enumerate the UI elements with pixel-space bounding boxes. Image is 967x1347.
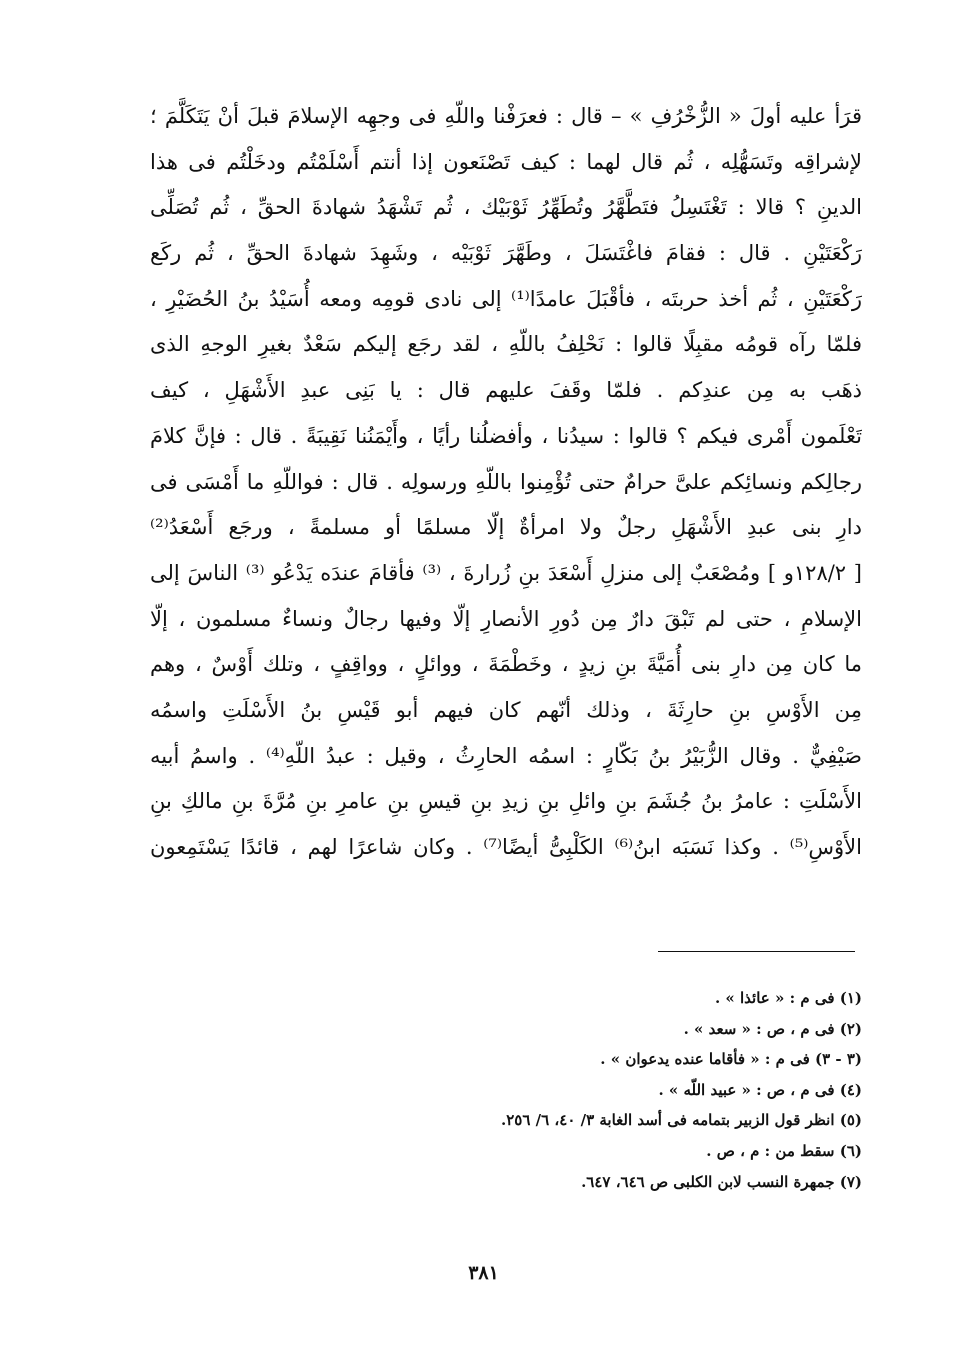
text-line: فلمّا رآه قومُه مقبِلًا قالوا : نَحْلِفُ باللّهِ ، لقد رجَع إليكم سَعْدٌ بغيرِ الوجهِ الذى (150, 332, 862, 357)
text-line: ذهَب به مِن عندِكم . فلمّا وقَفَ عليهم قال : يا بَنِى عبدِ الأَشْهَلِ ، كيف (150, 378, 862, 403)
text-line: الأَوْسِ⁽⁵⁾ . وكذا نَسَبَه ابنُ⁽⁶⁾ الكَلْبِىُّ أيضًا⁽⁷⁾ . وكان شاعرًا لهم ، قائدًا يَسْتَمِعون (150, 835, 862, 859)
text-line: الدينِ ؟ قالا : تَغْتَسِلُ فتَطَّهَّرُ وتُطَهِّرُ ثَوْبَيْك ، ثُم تَشْهَدُ شهادةَ الحقِّ ، ثُم تُصَلِّى (150, 195, 862, 220)
footnote: (٧) جمهرة النسب لابن الكلبى ص ٦٤٦، ٦٤٧. (581, 1172, 862, 1191)
text-line: قرَأ عليه أولَ « الزُّخْرُفِ » – قال : فعرَفْنا واللّهِ فى وجهِه الإسلامَ قبلَ أنْ يَتَكَلَّمَ ؛ (150, 104, 862, 128)
text-line: رَكْعَتَيْنِ . قال : فقامَ فاغْتَسَلَ ، وطَهَّرَ ثَوْبَيْه ، وشَهِدَ شهادةَ الحقِّ ، ثُم ركَع (150, 241, 862, 266)
text-line: [ ١٢٨/٢و ] ومُصْعَبٌ إلى منزلِ أَسْعَدَ بنِ زُرارةَ ، ⁽³⁾ فأقامَ عندَه يَدْعُو ⁽³⁾ الناسَ إلى (150, 560, 862, 585)
text-line: رجالِكم ونسائِكم علىَّ حرامٌ حتى تُؤْمِنوا باللّهِ ورسولِه . قال : فواللّهِ ما أَمْسَى فى (150, 469, 862, 494)
text-line: لإشراقِه وتَسَهُّلِه ، ثُم قال لهما : كيف تَصْنَعون إذا أنتم أَسْلَمْتُم ودخَلْتُم فى هذا (150, 149, 862, 174)
text-line: مِن الأَوْسِ بنِ حارِثَةَ ، وذلك أنّهم كان فيهم أبو قَيْسِ بنُ الأَسْلَتِ واسمُه (150, 697, 862, 722)
page-number: ٣٨١ (468, 1262, 499, 1284)
footnote: (٥) انظر قول الزبير بتمامه فى أسد الغابة ٣/ ٤٠، ٦/ ٢٥٦. (501, 1111, 862, 1130)
footnote: (١) فى م : « عائذا » . (714, 989, 862, 1007)
text-line: الإسلامِ ، حتى لم تَبْقَ دارٌ مِن دُورِ الأنصارِ إلّا وفيها رجالٌ ونساءٌ مسلمون ، إلّا (150, 606, 862, 631)
text-line: رَكْعَتَيْنِ ، ثُم أخذ حربتَه ، فأقْبَلَ عامدًا⁽¹⁾ إلى نادى قومِه ومعه أُسَيْدُ بنُ الحُضَيْرِ ، (150, 286, 862, 311)
text-line: ما كان مِن دارِ بنى أُمَيَّةَ بنِ زيدٍ ، وخَطْمَةَ ، ووائلٍ ، وواقِفٍ ، وتلك أَوْسٌ ، وهم (150, 652, 862, 677)
footnote: (٤) فى م ، ص : « عبيد اللّه » . (658, 1080, 862, 1099)
text-line: تَعْلَمون أَمْرى فيكم ؟ قالوا : سيدُنا ، وأفضلُنا رأيًا ، وأَيْمَنُنا نَقِيبَةً . قال : فإنَّ كلامَ (150, 423, 862, 448)
text-line: الأَسْلَتِ : عامرُ بنُ جُشَمَ بنِ وائلِ بنِ زيدِ بنِ قيسِ بنِ عامرِ بنِ مُرَّةَ بنِ مالكِ بنِ (150, 789, 862, 814)
text-line: دارِ بنى عبدِ الأَشْهَلِ رجلٌ ولا امرأةٌ إلّا مسلمًا أو مسلمةً ، ورجَع أَسْعَدُ⁽²⁾ (150, 515, 862, 540)
footnotes (342, 983, 862, 1197)
text-line: صَيْفِيٌّ . وقال الزُّبَيْرُ بنُ بَكّارٍ : اسمُه الحارِثُ ، وقيل : عبدُ اللّهِ⁽⁴⁾ . واسمُ أبيه (150, 743, 862, 768)
footnote: (٢) فى م ، ص : « سعد » . (683, 1019, 862, 1038)
footnote: (٣ - ٣) فى م : « فأقاما عنده يدعوان » . (600, 1050, 862, 1069)
main-text (150, 94, 862, 871)
footnote: (٦) سقط من : م ، ص . (706, 1141, 862, 1160)
footnote-divider (658, 951, 855, 952)
